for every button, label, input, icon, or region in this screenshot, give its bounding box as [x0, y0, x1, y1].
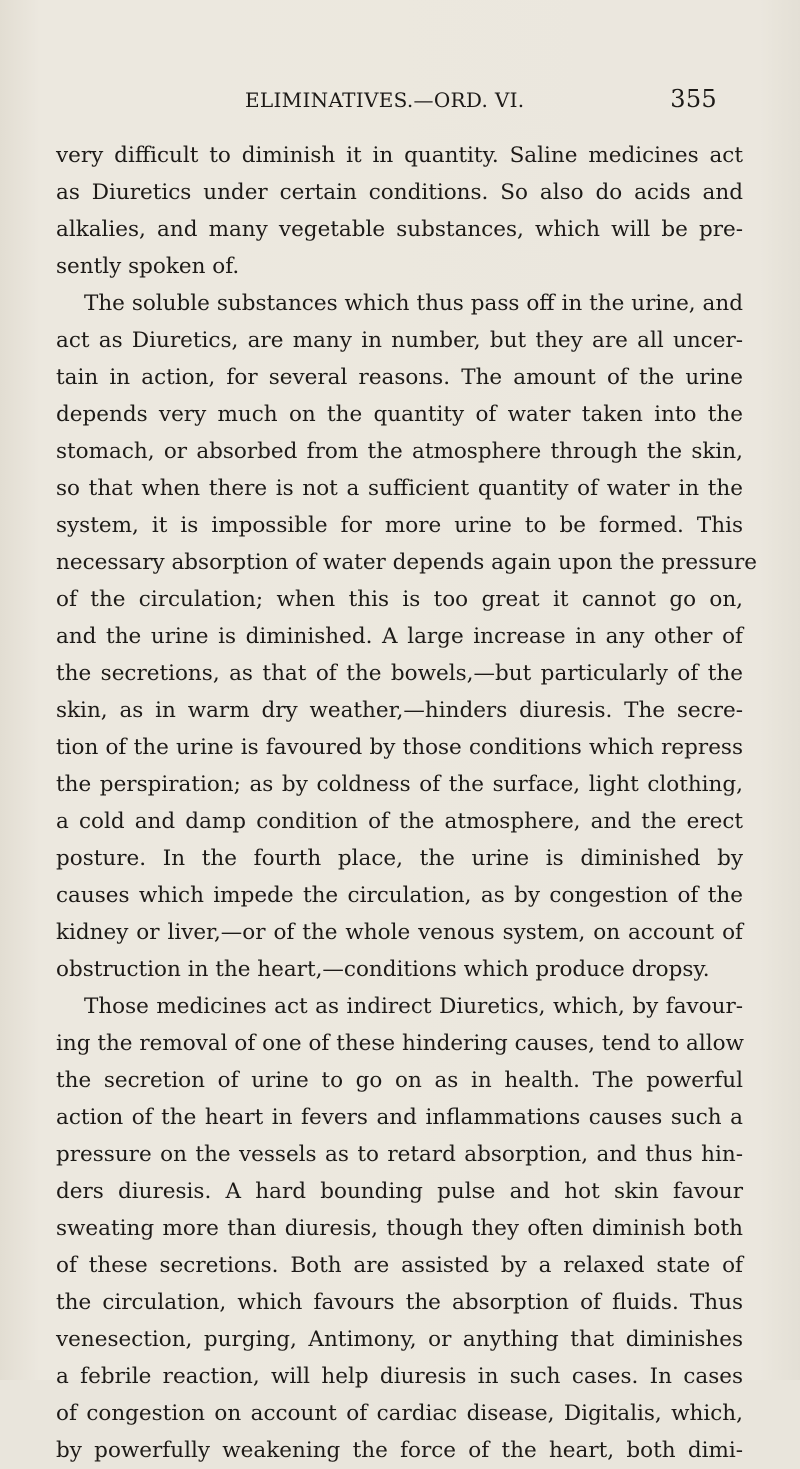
text-line: ders diuresis. A hard bounding pulse and hot skin favour	[56, 1179, 743, 1204]
text-line: stomach, or absorbed from the atmosphere through the skin,	[56, 439, 743, 464]
text-line: the secretion of urine to go on as in health. The powerful	[56, 1068, 743, 1093]
text-line: the secretions, as that of the bowels,—but particularly of the	[56, 661, 743, 686]
text-line: venesection, purging, Antimony, or anything that diminishes	[56, 1327, 743, 1352]
text-line: kidney or liver,—or of the whole venous system, on account of	[56, 920, 743, 945]
text-line: a febrile reaction, will help diuresis in such cases. In cases	[56, 1364, 743, 1389]
text-line: of the circulation; when this is too great it cannot go on,	[56, 587, 743, 612]
text-line: of these secretions. Both are assisted by a relaxed state of	[56, 1253, 743, 1278]
text-line: by powerfully weakening the force of the heart, both dimi-	[56, 1438, 743, 1463]
page-number: 355	[670, 85, 717, 113]
text-line: posture. In the fourth place, the urine is diminished by	[56, 846, 743, 871]
text-line: the perspiration; as by coldness of the surface, light clothing,	[56, 772, 743, 797]
text-line: action of the heart in fevers and inflammations causes such a	[56, 1105, 743, 1130]
text-line: sently spoken of.	[56, 254, 240, 279]
text-line: tion of the urine is favoured by those conditions which repress	[56, 735, 743, 760]
text-line: act as Diuretics, are many in number, but they are all uncer-	[56, 328, 743, 353]
text-line: so that when there is not a sufficient quantity of water in the	[56, 476, 743, 501]
text-line: tain in action, for several reasons. The amount of the urine	[56, 365, 743, 390]
text-line: system, it is impossible for more urine to be formed. This	[56, 513, 743, 538]
text-line: the circulation, which favours the absorption of fluids. Thus	[56, 1290, 743, 1315]
text-line: very difficult to diminish it in quantity. Saline medicines act	[56, 143, 743, 168]
text-line: Those medicines act as indirect Diuretics, which, by favour-	[84, 994, 743, 1019]
text-line: pressure on the vessels as to retard absorption, and thus hin-	[56, 1142, 743, 1167]
text-line: causes which impede the circulation, as by congestion of the	[56, 883, 743, 908]
text-line: a cold and damp condition of the atmosphere, and the erect	[56, 809, 743, 834]
running-head	[245, 85, 717, 118]
text-line: skin, as in warm dry weather,—hinders diuresis. The secre-	[56, 698, 743, 723]
text-line: ing the removal of one of these hindering causes, tend to allow	[56, 1031, 744, 1056]
text-line: of congestion on account of cardiac disease, Digitalis, which,	[56, 1401, 743, 1426]
text-line: sweating more than diuresis, though they often diminish both	[56, 1216, 743, 1241]
text-line: as Diuretics under certain conditions. So also do acids and	[56, 180, 743, 205]
text-line: The soluble substances which thus pass off in the urine, and	[84, 291, 743, 316]
chapter-heading: ELIMINATIVES.—ORD. VI.	[245, 88, 525, 112]
text-line: obstruction in the heart,—conditions which produce dropsy.	[56, 957, 710, 982]
text-line: necessary absorption of water depends again upon the pressure	[56, 550, 758, 575]
text-line: alkalies, and many vegetable substances, which will be pre-	[56, 217, 743, 242]
text-line: and the urine is diminished. A large increase in any other of	[56, 624, 743, 649]
body-text	[56, 137, 758, 1469]
text-line: depends very much on the quantity of water taken into the	[56, 402, 743, 427]
